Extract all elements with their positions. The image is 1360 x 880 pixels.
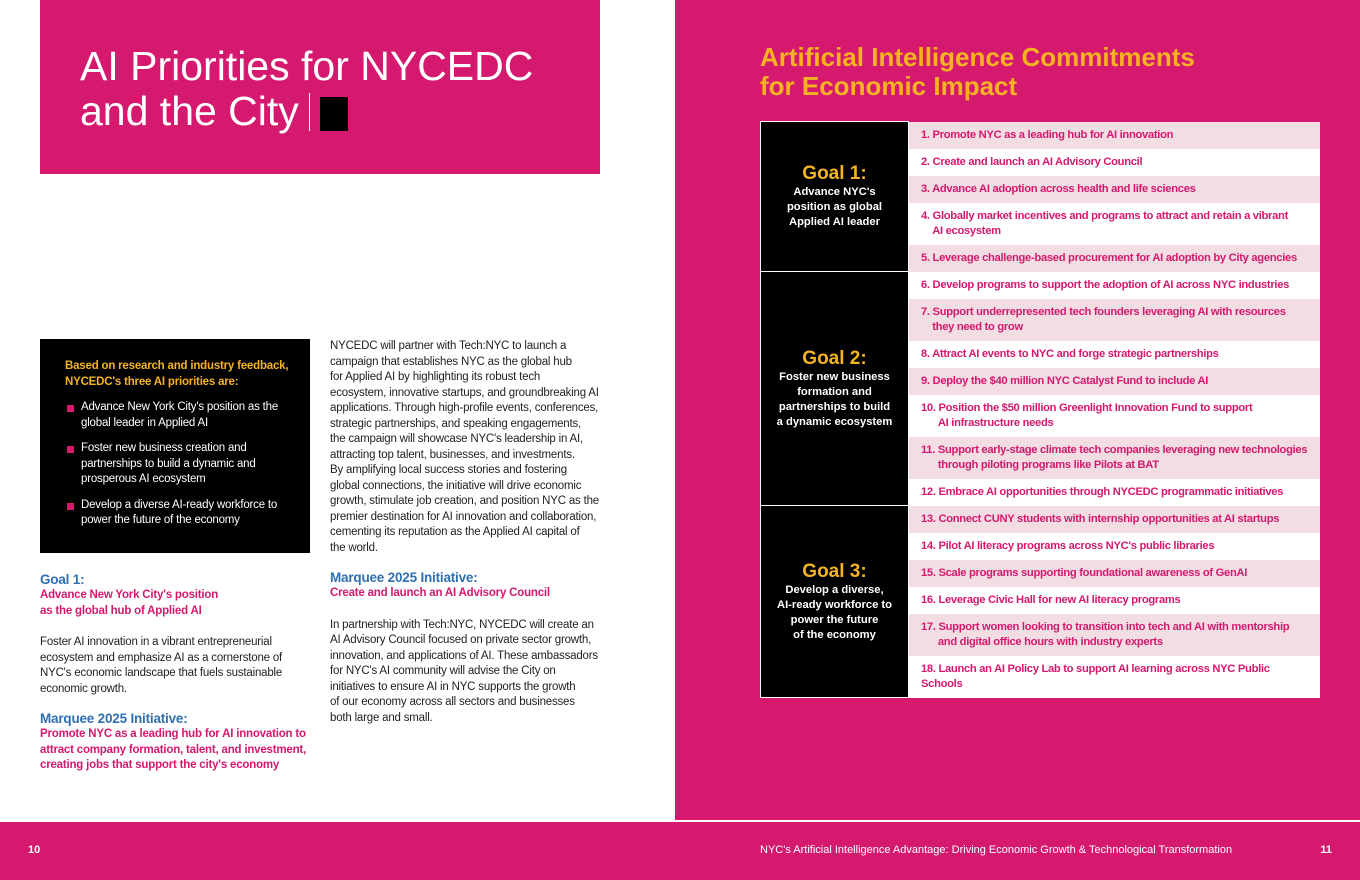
commitment-item (909, 395, 1320, 437)
cursor-line (309, 93, 310, 131)
commitments-title: Artificial Intelligence Commitments for Economic Impact (760, 42, 1195, 101)
footer-title: NYC's Artificial Intelligence Advantage: Driving Economic Growth & Technological Transformation (760, 844, 1233, 856)
commitment-text: 11. Support early-stage climate tech companies leveraging new technologies through piloting programs like Pilots at BAT (921, 443, 1308, 471)
marquee1-subheading: Promote NYC as a leading hub for AI innovation to attract company formation, talent, and investment, creating jobs that support the city's economy (40, 728, 307, 771)
commitment-text: 10. Position the $50 million Greenlight Innovation Fund to support AI infrastructure needs (921, 401, 1253, 429)
priority-text: Advance New York City's position as the global leader in Applied AI (81, 401, 279, 429)
commitment-text: 5. Leverage challenge-based procurement for AI adoption by City agencies (921, 251, 1297, 264)
commitment-item (909, 506, 1320, 533)
table-row (761, 272, 1320, 299)
commitments-table (760, 121, 1320, 698)
goal1-body: Foster AI innovation in a vibrant entrepreneurial ecosystem and emphasize AI as a cornerstone of NYC's economic landscape that fuels sustainable economic growth. (40, 636, 283, 695)
commitment-item (909, 479, 1320, 506)
bullet-square-icon (67, 405, 74, 412)
footer (0, 822, 1360, 880)
marquee1-heading: Marquee 2025 Initiative: (40, 711, 188, 726)
goal-cell (761, 506, 909, 698)
commitment-item (909, 560, 1320, 587)
commitment-text: 15. Scale programs supporting foundational awareness of GenAI (921, 566, 1248, 579)
marquee2-heading: Marquee 2025 Initiative: (330, 570, 478, 585)
commitment-item (909, 272, 1320, 299)
goal1-subheading: Advance New York City's position as the global hub of Applied AI (40, 589, 219, 617)
commitment-text: 3. Advance AI adoption across health and life sciences (921, 182, 1196, 195)
commitment-item (909, 203, 1320, 245)
commitment-item (909, 149, 1320, 176)
priority-item (65, 441, 300, 488)
title-banner (40, 0, 600, 174)
marquee2-subheading: Create and launch an AI Advisory Council (330, 587, 550, 599)
goal-label: Goal 1: (802, 163, 867, 184)
priority-text: Foster new business creation and partnerships to build a dynamic and prosperous AI ecosystem (81, 442, 256, 485)
bullet-square-icon (67, 503, 74, 510)
commitment-text: 17. Support women looking to transition into tech and AI with mentorship and digital office hours with industry experts (921, 620, 1290, 648)
commitment-item (909, 368, 1320, 395)
commitment-text: 6. Develop programs to support the adoption of AI across NYC industries (921, 278, 1290, 291)
commitment-text: 13. Connect CUNY students with internship opportunities at AI startups (921, 512, 1280, 525)
campaign-body: NYCEDC will partner with Tech:NYC to launch a campaign that establishes NYC as the global hub for Applied AI by highlighting its robust tech ecosystem, innovative startups, and groundbreaking AI applications. Through high-profile events, conferences, strategic partnerships, and speaking engagements, the campaign will showcase NYC's leadership in AI, attracting top talent, businesses, and investments. By amplifying local success stories and fostering global connections, the initiative will drive economic growth, stimulate job creation, and position NYC as the premier destination for AI innovation and collaboration, cementing its reputation as the Applied AI capital of the world. (330, 340, 599, 554)
page-number-left: 10 (28, 844, 41, 856)
commitment-item (909, 341, 1320, 368)
priority-item (65, 498, 300, 529)
commitment-item (909, 299, 1320, 341)
goal-cell (761, 272, 909, 506)
priorities-intro: Based on research and industry feedback, NYCEDC's three AI priorities are: (65, 360, 289, 388)
page-title-text: AI Priorities for NYCEDC and the City (80, 43, 534, 134)
commitment-text: 1. Promote NYC as a leading hub for AI innovation (921, 128, 1174, 141)
commitment-item (909, 122, 1320, 149)
commitment-text: 4. Globally market incentives and programs to attract and retain a vibrant AI ecosystem (921, 209, 1288, 237)
commitment-item (909, 437, 1320, 479)
priority-text: Develop a diverse AI-ready workforce to power the future of the economy (81, 498, 278, 526)
black-block-decoration (320, 97, 348, 131)
table-row (761, 122, 1320, 149)
commitment-item (909, 587, 1320, 614)
goal-label: Goal 2: (802, 347, 867, 369)
page-number-right: 11 (1320, 844, 1332, 856)
commitment-text: 16. Leverage Civic Hall for new AI literacy programs (921, 593, 1181, 606)
commitment-text: 14. Pilot AI literacy programs across NYC's public libraries (921, 539, 1215, 552)
commitment-item (909, 656, 1320, 698)
commitment-text: 7. Support underrepresented tech founders leveraging AI with resources they need to grow (921, 305, 1286, 333)
goal-description: Foster new business formation and partnerships to build a dynamic ecosystem (776, 370, 893, 428)
commitment-text: 9. Deploy the $40 million NYC Catalyst Fund to include AI (921, 374, 1209, 387)
goal-description: Develop a diverse, AI-ready workforce to power the future of the economy (776, 583, 892, 641)
commitment-item (909, 245, 1320, 272)
commitment-item (909, 176, 1320, 203)
marquee2-body: In partnership with Tech:NYC, NYCEDC will create an AI Advisory Council focused on private sector growth, innovation, and applications of AI. These ambassadors for NYC's AI community will advise the City on initiatives to ensure AI in NYC supports the growth of our economy across all sectors and businesses both large and small. (330, 618, 598, 724)
priorities-box (40, 339, 310, 553)
page-title (80, 44, 590, 134)
priority-item (65, 400, 300, 431)
goal1-heading: Goal 1: (40, 572, 85, 587)
commitment-text: 8. Attract AI events to NYC and forge strategic partnerships (921, 347, 1219, 360)
table-row (761, 506, 1320, 533)
commitment-text: 18. Launch an AI Policy Lab to support AI learning across NYC Public Schools (921, 662, 1273, 690)
goal-cell (761, 122, 909, 272)
goal-description: Advance NYC's position as global Applied AI leader (786, 186, 883, 228)
commitment-text: 12. Embrace AI opportunities through NYCEDC programmatic initiatives (921, 485, 1284, 498)
campaign-section (330, 339, 660, 726)
commitment-item (909, 533, 1320, 560)
commitment-item (909, 614, 1320, 656)
goal1-section (40, 572, 325, 774)
goal-label: Goal 3: (802, 560, 867, 582)
commitment-text: 2. Create and launch an AI Advisory Council (921, 155, 1143, 168)
bullet-square-icon (67, 446, 74, 453)
